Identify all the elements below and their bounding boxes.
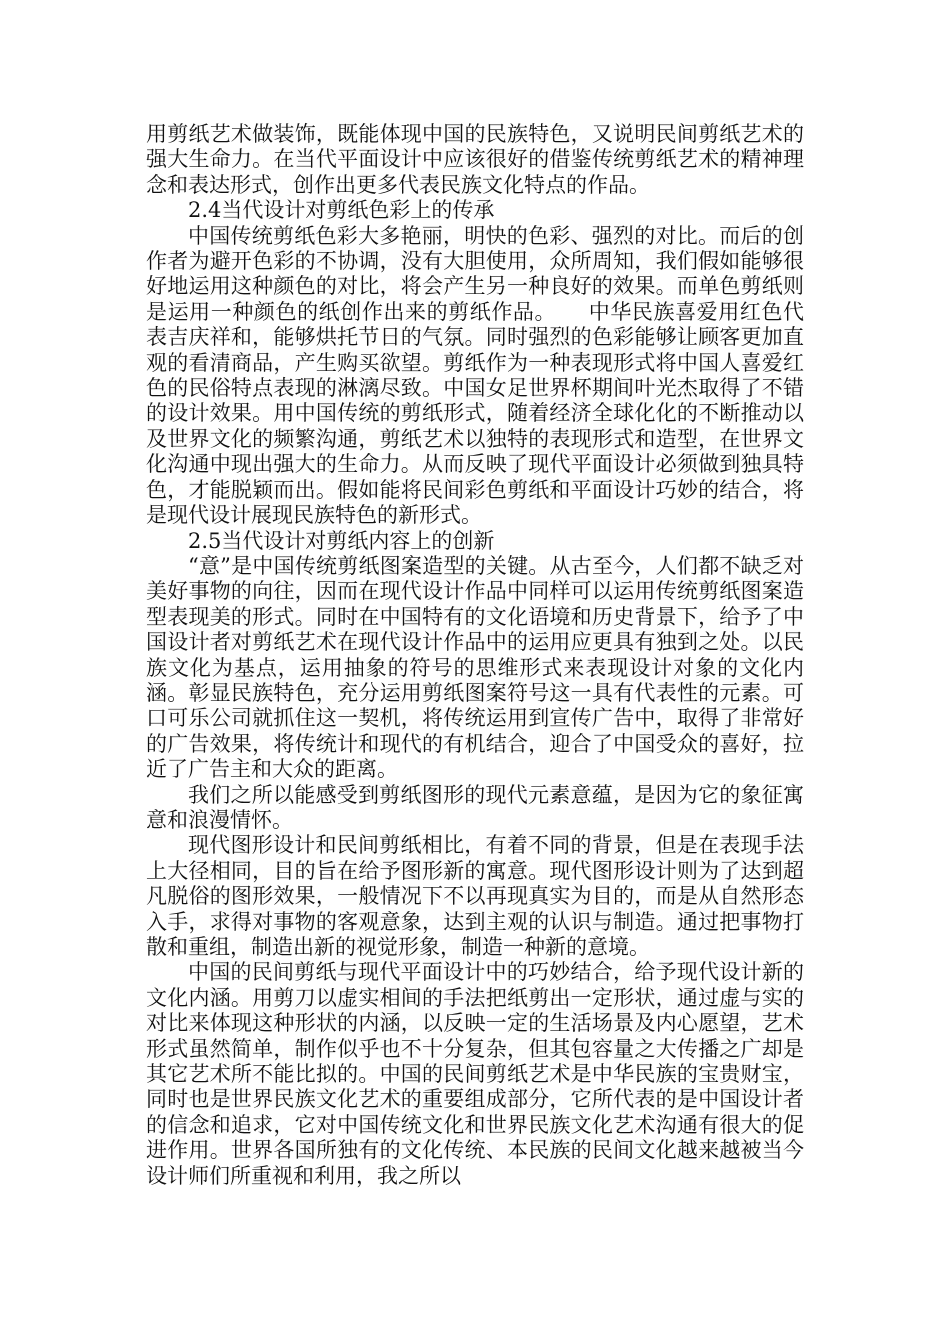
paragraph-color-inheritance: 中国传统剪纸色彩大多艳丽，明快的色彩、强烈的对比。而后的创作者为避开色彩的不协调，没有大胆使用，众所周知，我们假如能够很好地运用这种颜色的对比，将会产生另一种良好的效果。而单色剪纸则是运用一种颜色的纸创作出来的剪纸作品。 中华民族喜爱用红色代表吉庆祥和，能够烘托节日的气氛。同时强烈的色彩能够让顾客更加直观的看清商品，产生购买欲望。剪纸作为一种表现形式将中国人喜爱红色的民俗特点表现的淋漓尽致。中国女足世界杯期间叶光杰取得了不错的设计效果。用中国传统的剪纸形式，随着经济全球化化的不断推动以及世界文化的频繁沟通，剪纸艺术以独特的表现形式和造型，在世界文化沟通中现出强大的生命力。从而反映了现代平面设计必须做到独具特色，才能脱颖而出。假如能将民间彩色剪纸和平面设计巧妙的结合，将是现代设计展现民族特色的新形式。 [146, 223, 804, 528]
paragraph-folk-papercut: 中国的民间剪纸与现代平面设计中的巧妙结合，给予现代设计新的文化内涵。用剪刀以虚实相间的手法把纸剪出一定形状，通过虚与实的对比来体现这种形状的内涵，以反映一定的生活场景及内心愿望，艺术形式虽然简单，制作似乎也不十分复杂，但其包容量之大传播之广却是其它艺术所不能比拟的。中国的民间剪纸艺术是中华民族的宝贵财宝，同时也是世界民族文化艺术的重要组成部分，它所代表的是中国设计者的信念和追求，它对中国传统文化和世界民族文化艺术沟通有很大的促进作用。世界各国所独有的文化传统、本民族的民间文化越来越被当今设计师们所重视和利用，我之所以 [146, 960, 804, 1188]
paragraph-symbolism: 我们之所以能感受到剪纸图形的现代元素意蕴，是因为它的象征寓意和浪漫情怀。 [146, 782, 804, 832]
document-page [146, 122, 804, 1189]
paragraph-modern-graphics: 现代图形设计和民间剪纸相比，有着不同的背景，但是在表现手法上大径相同，目的旨在给予图形新的寓意。现代图形设计则为了达到超凡脱俗的图形效果，一般情况下不以再现真实为目的，而是从自然形态入手，求得对事物的客观意象，达到主观的认识与制造。通过把事物打散和重组，制造出新的视觉形象，制造一种新的意境。 [146, 833, 804, 959]
section-heading-2-5: 2.5当代设计对剪纸内容上的创新 [188, 528, 495, 553]
paragraph-continuation: 用剪纸艺术做装饰，既能体现中国的民族特色，又说明民间剪纸艺术的强大生命力。在当代平面设计中应该很好的借鉴传统剪纸艺术的精神理念和表达形式，创作出更多代表民族文化特点的作品。 [146, 122, 804, 197]
paragraph-content-innovation: “意”是中国传统剪纸图案造型的关键。从古至今，人们都不缺乏对美好事物的向往，因而在现代设计作品中同样可以运用传统剪纸图案造型表现美的形式。同时在中国特有的文化语境和历史背景下，给予了中国设计者对剪纸艺术在现代设计作品中的运用应更具有独到之处。以民族文化为基点，运用抽象的符号的思维形式来表现设计对象的文化内涵。彰显民族特色，充分运用剪纸图案符号这一具有代表性的元素。可口可乐公司就抓住这一契机，将传统运用到宣传广告中，取得了非常好的广告效果，将传统计和现代的有机结合，迎合了中国受众的喜好，拉近了广告主和大众的距离。 [146, 553, 804, 782]
section-heading-2-4: 2.4当代设计对剪纸色彩上的传承 [188, 198, 495, 223]
